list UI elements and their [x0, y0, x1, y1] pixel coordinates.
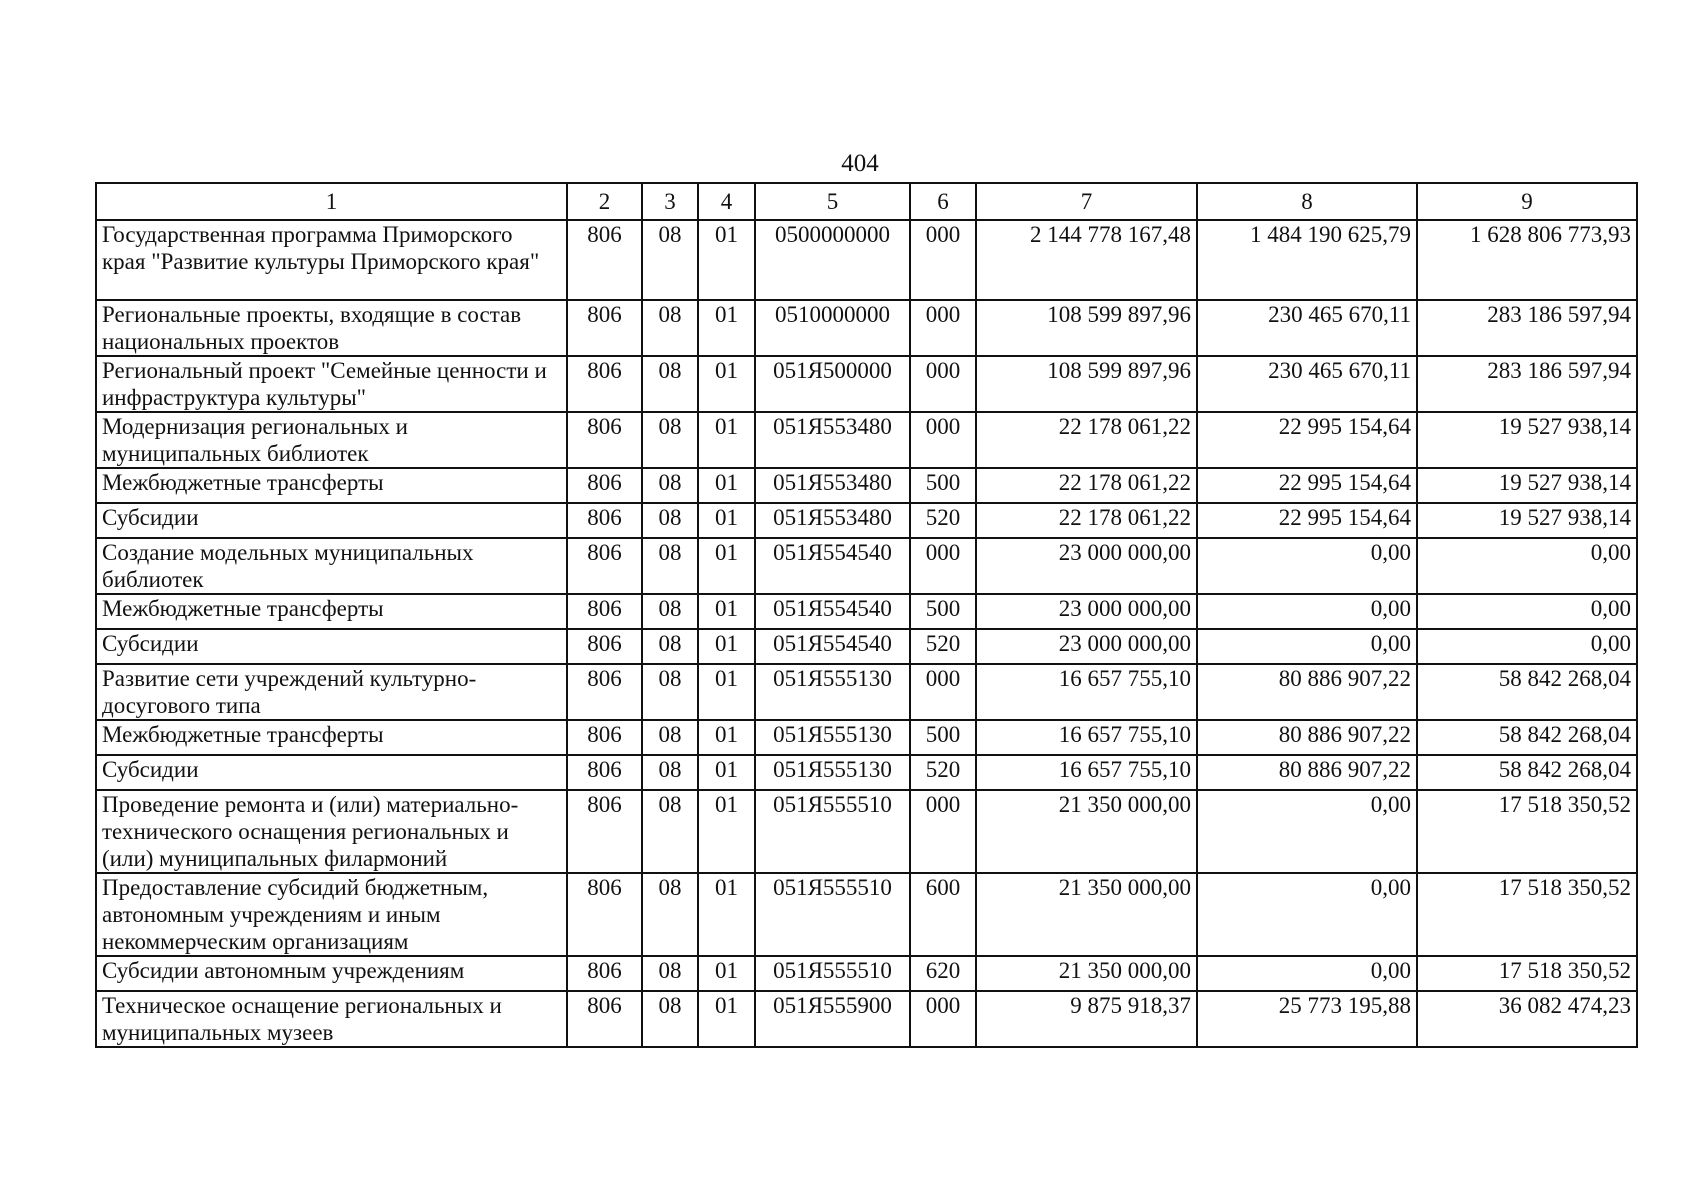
- target-article-cell: 051Я555510: [755, 956, 910, 991]
- code-cell: 806: [567, 629, 642, 664]
- table-row: [96, 720, 1637, 755]
- amount-cell: 17 518 350,52: [1417, 956, 1637, 991]
- code-cell: 806: [567, 300, 642, 356]
- table-row: [96, 991, 1637, 1047]
- table-row: [96, 356, 1637, 412]
- target-article-cell: 051Я553480: [755, 412, 910, 468]
- row-name-cell: Субсидии: [96, 755, 567, 790]
- table-row: [96, 956, 1637, 991]
- subsection-cell: 01: [698, 412, 755, 468]
- amount-cell: 80 886 907,22: [1197, 664, 1417, 720]
- expense-type-cell: 000: [910, 538, 976, 594]
- expense-type-cell: 520: [910, 755, 976, 790]
- subsection-cell: 01: [698, 538, 755, 594]
- section-cell: 08: [642, 468, 698, 503]
- subsection-cell: 01: [698, 594, 755, 629]
- target-article-cell: 051Я555510: [755, 873, 910, 956]
- amount-cell: 21 350 000,00: [976, 873, 1197, 956]
- target-article-cell: 051Я553480: [755, 503, 910, 538]
- expense-type-cell: 520: [910, 503, 976, 538]
- column-header: 8: [1197, 183, 1417, 220]
- code-cell: 806: [567, 503, 642, 538]
- section-cell: 08: [642, 629, 698, 664]
- target-article-cell: 051Я555510: [755, 790, 910, 873]
- code-cell: 806: [567, 664, 642, 720]
- amount-cell: 230 465 670,11: [1197, 356, 1417, 412]
- row-name-cell: Субсидии: [96, 503, 567, 538]
- amount-cell: 0,00: [1197, 594, 1417, 629]
- code-cell: 806: [567, 755, 642, 790]
- column-header: 1: [96, 183, 567, 220]
- budget-table: [95, 182, 1638, 1048]
- code-cell: 806: [567, 956, 642, 991]
- expense-type-cell: 500: [910, 594, 976, 629]
- section-cell: 08: [642, 956, 698, 991]
- table-body: [96, 220, 1637, 1047]
- amount-cell: 0,00: [1197, 790, 1417, 873]
- section-cell: 08: [642, 790, 698, 873]
- amount-cell: 230 465 670,11: [1197, 300, 1417, 356]
- row-name-cell: Создание модельных муниципальных библиотек: [96, 538, 567, 594]
- table-row: [96, 664, 1637, 720]
- subsection-cell: 01: [698, 503, 755, 538]
- row-name-cell: Модернизация региональных и муниципальных библиотек: [96, 412, 567, 468]
- table-row: [96, 300, 1637, 356]
- amount-cell: 19 527 938,14: [1417, 503, 1637, 538]
- expense-type-cell: 000: [910, 664, 976, 720]
- table-row: [96, 873, 1637, 956]
- table-row: [96, 503, 1637, 538]
- amount-cell: 36 082 474,23: [1417, 991, 1637, 1047]
- amount-cell: 58 842 268,04: [1417, 664, 1637, 720]
- section-cell: 08: [642, 594, 698, 629]
- subsection-cell: 01: [698, 220, 755, 300]
- amount-cell: 16 657 755,10: [976, 755, 1197, 790]
- subsection-cell: 01: [698, 720, 755, 755]
- amount-cell: 58 842 268,04: [1417, 755, 1637, 790]
- code-cell: 806: [567, 790, 642, 873]
- section-cell: 08: [642, 220, 698, 300]
- amount-cell: 0,00: [1417, 594, 1637, 629]
- amount-cell: 16 657 755,10: [976, 664, 1197, 720]
- column-header: 2: [567, 183, 642, 220]
- table-row: [96, 755, 1637, 790]
- subsection-cell: 01: [698, 664, 755, 720]
- subsection-cell: 01: [698, 956, 755, 991]
- target-article-cell: 0510000000: [755, 300, 910, 356]
- section-cell: 08: [642, 412, 698, 468]
- column-header: 7: [976, 183, 1197, 220]
- amount-cell: 19 527 938,14: [1417, 412, 1637, 468]
- subsection-cell: 01: [698, 755, 755, 790]
- amount-cell: 0,00: [1197, 538, 1417, 594]
- amount-cell: 0,00: [1197, 873, 1417, 956]
- column-header: 3: [642, 183, 698, 220]
- subsection-cell: 01: [698, 790, 755, 873]
- code-cell: 806: [567, 538, 642, 594]
- expense-type-cell: 000: [910, 991, 976, 1047]
- section-cell: 08: [642, 873, 698, 956]
- row-name-cell: Межбюджетные трансферты: [96, 720, 567, 755]
- section-cell: 08: [642, 720, 698, 755]
- table-row: [96, 538, 1637, 594]
- amount-cell: 21 350 000,00: [976, 956, 1197, 991]
- row-name-cell: Проведение ремонта и (или) материально-технического оснащения региональных и (или) муниципальных филармоний: [96, 790, 567, 873]
- amount-cell: 2 144 778 167,48: [976, 220, 1197, 300]
- expense-type-cell: 600: [910, 873, 976, 956]
- target-article-cell: 051Я554540: [755, 594, 910, 629]
- column-header: 4: [698, 183, 755, 220]
- amount-cell: 22 178 061,22: [976, 412, 1197, 468]
- amount-cell: 22 178 061,22: [976, 503, 1197, 538]
- amount-cell: 19 527 938,14: [1417, 468, 1637, 503]
- amount-cell: 283 186 597,94: [1417, 356, 1637, 412]
- amount-cell: 22 995 154,64: [1197, 503, 1417, 538]
- amount-cell: 23 000 000,00: [976, 594, 1197, 629]
- column-header: 5: [755, 183, 910, 220]
- row-name-cell: Межбюджетные трансферты: [96, 468, 567, 503]
- code-cell: 806: [567, 720, 642, 755]
- table-row: [96, 468, 1637, 503]
- section-cell: 08: [642, 538, 698, 594]
- section-cell: 08: [642, 991, 698, 1047]
- section-cell: 08: [642, 503, 698, 538]
- target-article-cell: 051Я500000: [755, 356, 910, 412]
- row-name-cell: Субсидии автономным учреждениям: [96, 956, 567, 991]
- target-article-cell: 051Я555900: [755, 991, 910, 1047]
- section-cell: 08: [642, 755, 698, 790]
- target-article-cell: 051Я555130: [755, 720, 910, 755]
- code-cell: 806: [567, 873, 642, 956]
- target-article-cell: 0500000000: [755, 220, 910, 300]
- table-row: [96, 412, 1637, 468]
- amount-cell: 23 000 000,00: [976, 538, 1197, 594]
- expense-type-cell: 620: [910, 956, 976, 991]
- amount-cell: 22 178 061,22: [976, 468, 1197, 503]
- amount-cell: 17 518 350,52: [1417, 790, 1637, 873]
- column-header: 9: [1417, 183, 1637, 220]
- target-article-cell: 051Я554540: [755, 629, 910, 664]
- code-cell: 806: [567, 468, 642, 503]
- row-name-cell: Государственная программа Приморского края "Развитие культуры Приморского края": [96, 220, 567, 300]
- amount-cell: 108 599 897,96: [976, 356, 1197, 412]
- subsection-cell: 01: [698, 873, 755, 956]
- amount-cell: 22 995 154,64: [1197, 468, 1417, 503]
- amount-cell: 16 657 755,10: [976, 720, 1197, 755]
- subsection-cell: 01: [698, 356, 755, 412]
- table-row: [96, 594, 1637, 629]
- amount-cell: 1 628 806 773,93: [1417, 220, 1637, 300]
- target-article-cell: 051Я553480: [755, 468, 910, 503]
- amount-cell: 0,00: [1197, 629, 1417, 664]
- expense-type-cell: 000: [910, 412, 976, 468]
- expense-type-cell: 000: [910, 356, 976, 412]
- amount-cell: 108 599 897,96: [976, 300, 1197, 356]
- amount-cell: 21 350 000,00: [976, 790, 1197, 873]
- table-row: [96, 629, 1637, 664]
- amount-cell: 1 484 190 625,79: [1197, 220, 1417, 300]
- amount-cell: 25 773 195,88: [1197, 991, 1417, 1047]
- row-name-cell: Субсидии: [96, 629, 567, 664]
- column-header: 6: [910, 183, 976, 220]
- amount-cell: 23 000 000,00: [976, 629, 1197, 664]
- expense-type-cell: 000: [910, 790, 976, 873]
- amount-cell: 0,00: [1197, 956, 1417, 991]
- target-article-cell: 051Я555130: [755, 755, 910, 790]
- subsection-cell: 01: [698, 468, 755, 503]
- row-name-cell: Развитие сети учреждений культурно-досугового типа: [96, 664, 567, 720]
- amount-cell: 80 886 907,22: [1197, 755, 1417, 790]
- amount-cell: 22 995 154,64: [1197, 412, 1417, 468]
- amount-cell: 58 842 268,04: [1417, 720, 1637, 755]
- expense-type-cell: 500: [910, 720, 976, 755]
- amount-cell: 80 886 907,22: [1197, 720, 1417, 755]
- amount-cell: 283 186 597,94: [1417, 300, 1637, 356]
- expense-type-cell: 520: [910, 629, 976, 664]
- expense-type-cell: 000: [910, 220, 976, 300]
- section-cell: 08: [642, 664, 698, 720]
- row-name-cell: Межбюджетные трансферты: [96, 594, 567, 629]
- subsection-cell: 01: [698, 300, 755, 356]
- row-name-cell: Региональный проект "Семейные ценности и инфраструктура культуры": [96, 356, 567, 412]
- amount-cell: 0,00: [1417, 629, 1637, 664]
- amount-cell: 17 518 350,52: [1417, 873, 1637, 956]
- code-cell: 806: [567, 220, 642, 300]
- row-name-cell: Техническое оснащение региональных и муниципальных музеев: [96, 991, 567, 1047]
- code-cell: 806: [567, 412, 642, 468]
- page-number: 404: [841, 150, 879, 177]
- subsection-cell: 01: [698, 629, 755, 664]
- column-number-row: [96, 183, 1637, 220]
- code-cell: 806: [567, 991, 642, 1047]
- expense-type-cell: 500: [910, 468, 976, 503]
- code-cell: 806: [567, 356, 642, 412]
- code-cell: 806: [567, 594, 642, 629]
- amount-cell: 0,00: [1417, 538, 1637, 594]
- table-row: [96, 790, 1637, 873]
- subsection-cell: 01: [698, 991, 755, 1047]
- section-cell: 08: [642, 356, 698, 412]
- expense-type-cell: 000: [910, 300, 976, 356]
- row-name-cell: Предоставление субсидий бюджетным, автономным учреждениям и иным некоммерческим организациям: [96, 873, 567, 956]
- section-cell: 08: [642, 300, 698, 356]
- row-name-cell: Региональные проекты, входящие в состав национальных проектов: [96, 300, 567, 356]
- target-article-cell: 051Я555130: [755, 664, 910, 720]
- amount-cell: 9 875 918,37: [976, 991, 1197, 1047]
- table-row: [96, 220, 1637, 300]
- target-article-cell: 051Я554540: [755, 538, 910, 594]
